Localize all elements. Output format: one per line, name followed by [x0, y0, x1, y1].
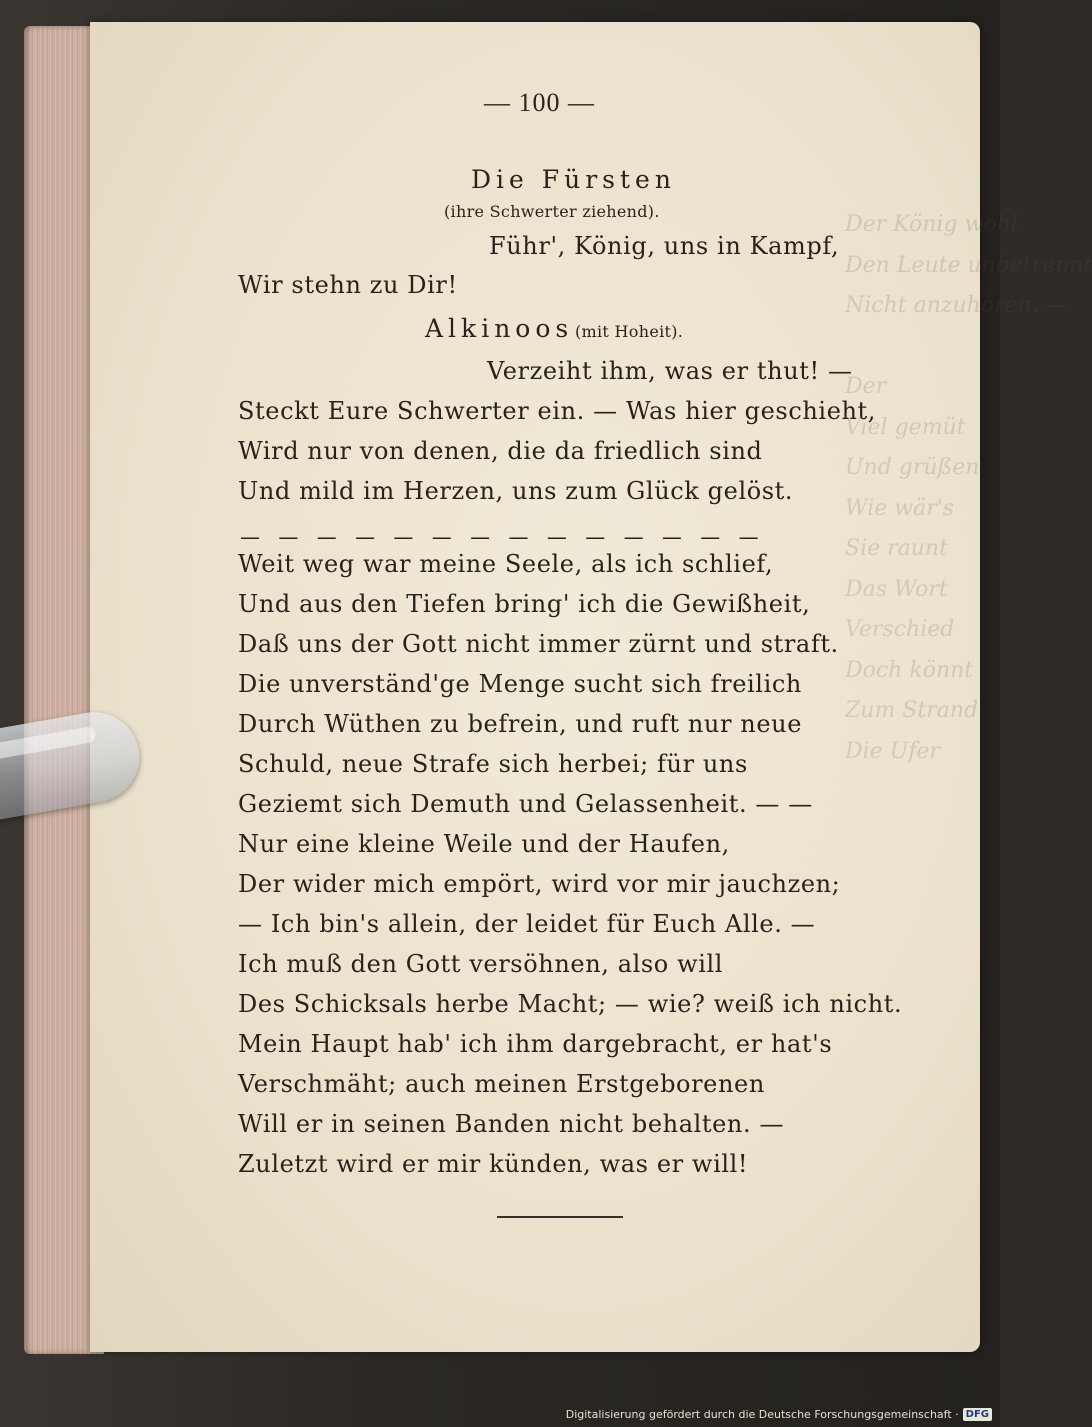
digitization-footer — [566, 1405, 992, 1423]
verse-line: Verzeiht ihm, was er thut! — — [487, 357, 853, 385]
verse-line: Will er in seinen Banden nicht behalten. — — [238, 1110, 785, 1138]
verse-line: Durch Wüthen zu befrein, und ruft nur neue — [238, 710, 803, 738]
footer-text: Digitalisierung gefördert durch die Deutsche Forschungsgemeinschaft · — [565, 1407, 959, 1421]
glass-highlight — [0, 726, 97, 763]
verse-line: Schuld, neue Strafe sich herbei; für uns — [238, 750, 748, 778]
verse-line: Wir stehn zu Dir! — [238, 271, 458, 299]
verse-line: Verschmäht; auch meinen Erstgeborenen — [238, 1070, 765, 1098]
bleed-through-texture: Der König wohl. Den Leute unbetrennt Nicht anzuhören. — Der Viel gemüt Und grüßen Wie wär's Sie raunt Das Wort Verschied Doch könnt Zum Strand Die Ufer — [845, 212, 1092, 764]
verse-line: Und mild im Herzen, uns zum Glück gelöst. — [238, 477, 794, 505]
stage-direction: (mit Hoheit). — [575, 322, 684, 341]
verse-line: Zuletzt wird er mir künden, was er will! — [238, 1150, 749, 1178]
verse-line: Ich muß den Gott versöhnen, also will — [238, 950, 724, 978]
page-number: — 100 — — [484, 88, 595, 117]
verse-line: Nur eine kleine Weile und der Haufen, — [238, 830, 730, 858]
verse-line: Führ', König, uns in Kampf, — [489, 232, 840, 260]
section-separator: — — — — — — — — — — — — — — — [240, 525, 765, 549]
speaker-name: Die Fürsten — [471, 165, 676, 194]
verse-line: Mein Haupt hab' ich ihm dargebracht, er hat's — [238, 1030, 833, 1058]
end-rule-divider — [497, 1216, 623, 1218]
dfg-logo: DFG — [963, 1408, 992, 1421]
verse-line: Wird nur von denen, die da friedlich sind — [238, 437, 763, 465]
verse-line: Der wider mich empört, wird vor mir jauchzen; — [238, 870, 841, 898]
verse-line: Weit weg war meine Seele, als ich schlief, — [238, 550, 774, 578]
verse-line: Geziemt sich Demuth und Gelassenheit. — — — [238, 790, 813, 818]
verse-line: Daß uns der Gott nicht immer zürnt und straft. — [238, 630, 839, 658]
speaker-name: Alkinoos — [425, 314, 574, 343]
verse-line: Die unverständ'ge Menge sucht sich freilich — [238, 670, 802, 698]
verse-line: Des Schicksals herbe Macht; — wie? weiß ich nicht. — [238, 990, 903, 1018]
verse-line: Steckt Eure Schwerter ein. — Was hier geschieht, — [238, 397, 877, 425]
stage-direction: (ihre Schwerter ziehend). — [444, 202, 660, 221]
verse-line: — Ich bin's allein, der leidet für Euch Alle. — — [238, 910, 816, 938]
verse-line: Und aus den Tiefen bring' ich die Gewißheit, — [238, 590, 811, 618]
